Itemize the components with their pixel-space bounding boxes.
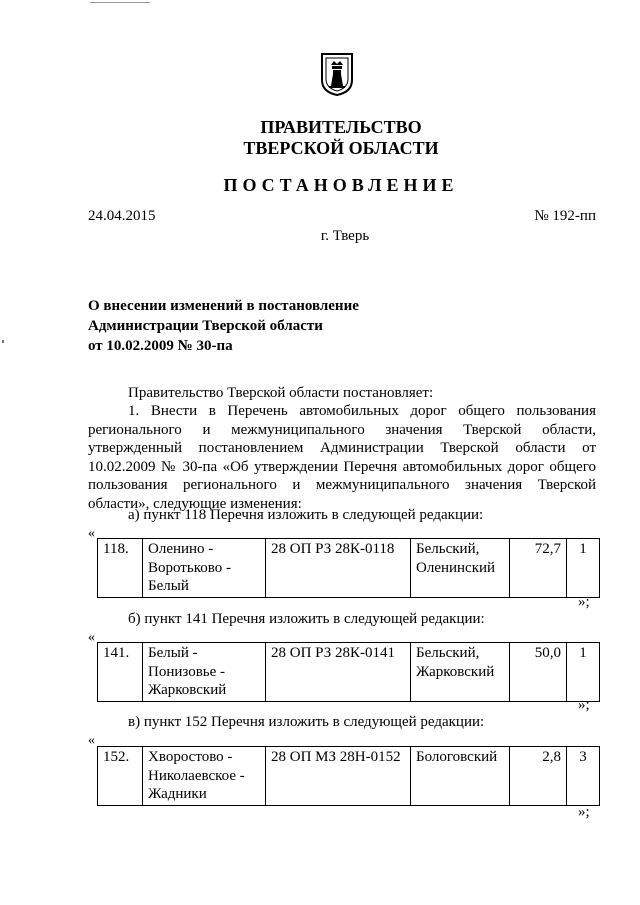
table-row	[98, 747, 600, 806]
cell-number: 152.	[98, 747, 143, 806]
cell-districts: Бельский, Оленинский	[411, 539, 510, 598]
cell-districts: Бологовский	[411, 747, 510, 806]
cell-length: 2,8	[510, 747, 567, 806]
top-rule	[90, 2, 150, 3]
cell-road-id: 28 ОП РЗ 28К-0141	[266, 643, 411, 702]
amendment-b-table	[97, 642, 600, 702]
government-title-line1: ПРАВИТЕЛЬСТВО	[260, 117, 422, 137]
cell-road-id: 28 ОП РЗ 28К-0118	[266, 539, 411, 598]
subject-line1: О внесении изменений в постановление	[88, 298, 359, 314]
document-subject	[88, 296, 359, 356]
document-number: № 192-пп	[534, 208, 596, 224]
amendment-a-table	[97, 538, 600, 598]
close-quote: »;	[578, 594, 590, 610]
subject-line2: Администрации Тверской области	[88, 318, 323, 334]
item1-paragraph: 1. Внести в Перечень автомобильных дорог общего пользования регионального и межмуниципального значения Тверской области, утвержденный постановлением Администрации Тверской области от 10.02.2009 № 30-па «Об утверждении Перечня автомобильных дорог общего пользования регионального и межмуниципального значения Тверской области», следующие изменения:	[88, 403, 596, 512]
cell-number: 118.	[98, 539, 143, 598]
open-quote: «	[88, 630, 95, 645]
amendment-c-table	[97, 746, 600, 806]
cell-length: 72,7	[510, 539, 567, 598]
cell-category: 1	[567, 643, 600, 702]
margin-mark	[2, 340, 4, 343]
close-quote: »;	[578, 697, 590, 713]
amendment-b-lead: б) пункт 141 Перечня изложить в следующей редакции:	[128, 611, 485, 627]
close-quote: »;	[578, 804, 590, 820]
cell-number: 141.	[98, 643, 143, 702]
cell-road-name: Хворостово - Николаевское - Жадники	[143, 747, 266, 806]
cell-road-id: 28 ОП МЗ 28Н-0152	[266, 747, 411, 806]
table-row	[98, 643, 600, 702]
document-city: г. Тверь	[320, 228, 370, 244]
open-quote: «	[88, 526, 95, 541]
cell-category: 1	[567, 539, 600, 598]
open-quote: «	[88, 733, 95, 748]
government-title-line2: ТВЕРСКОЙ ОБЛАСТИ	[243, 138, 439, 158]
cell-length: 50,0	[510, 643, 567, 702]
coat-of-arms-icon	[320, 52, 354, 96]
cell-road-name: Белый - Понизовье - Жарковский	[143, 643, 266, 702]
cell-category: 3	[567, 747, 600, 806]
table-row	[98, 539, 600, 598]
subject-line3: от 10.02.2009 № 30-па	[88, 338, 233, 354]
amendment-c-lead: в) пункт 152 Перечня изложить в следующей редакции:	[128, 714, 485, 730]
intro-paragraph: Правительство Тверской области постановляет:	[128, 385, 434, 401]
document-date: 24.04.2015	[88, 208, 156, 224]
document-type: ПОСТАНОВЛЕНИЕ	[223, 175, 459, 195]
cell-districts: Бельский, Жарковский	[411, 643, 510, 702]
amendment-a-lead: а) пункт 118 Перечня изложить в следующей редакции:	[128, 507, 484, 523]
cell-road-name: Оленино - Воротьково - Белый	[143, 539, 266, 598]
